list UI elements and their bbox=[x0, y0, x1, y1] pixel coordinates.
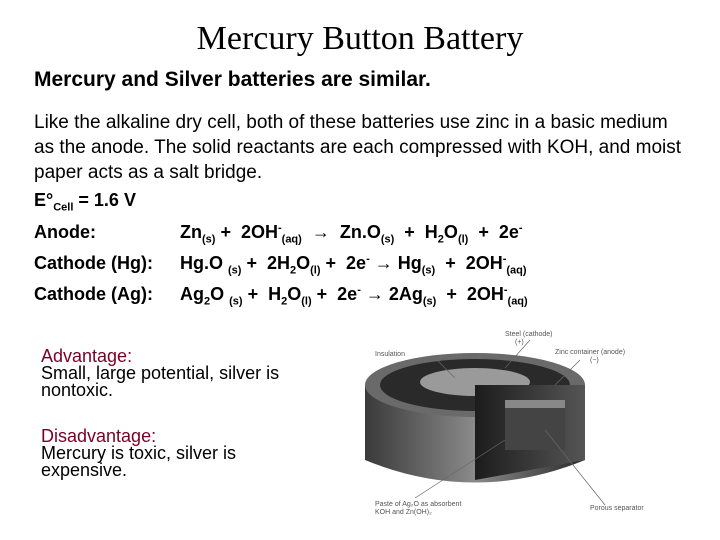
anode-equation: Anode: $Zn_{(s)} + 2OH^-_{(aq)} \to Zn.O_{(s)} + H_2O_{(l)} + 2e^-$ bbox=[34, 222, 523, 246]
advantage-title: Advantage: bbox=[41, 346, 133, 366]
anode-label: Anode: bbox=[34, 222, 96, 242]
advantage-block bbox=[41, 348, 291, 399]
subtitle: Mercury and Silver batteries are similar. bbox=[34, 68, 431, 91]
label-steel-sign: (+) bbox=[515, 339, 524, 346]
cathode-hg-equation: Cathode (Hg): Hg.O $_{(s)} + 2H_2O_{(l)} + 2e^- \to Hg_{(s)} + 2OH^-_{(aq)}$ bbox=[34, 253, 527, 277]
description-paragraph: Like the alkaline dry cell, both of these batteries use zinc in a basic medium as the anode. The solid reactants are each compressed with KOH, and moist paper acts as a salt bridge. bbox=[34, 112, 682, 183]
ecell-sub: Cell bbox=[53, 201, 74, 214]
ecell-label: E° bbox=[34, 190, 54, 210]
ecell-line bbox=[34, 190, 136, 214]
cathode-hg-label: Cathode (Hg): bbox=[34, 253, 153, 273]
cutaway-separator bbox=[505, 400, 565, 408]
cathode-ag-label: Cathode (Ag): bbox=[34, 284, 153, 304]
battery-cutaway-figure bbox=[355, 330, 685, 535]
disadvantage-block bbox=[41, 428, 271, 479]
label-paste-1: Paste of Ag₂O as absorbent bbox=[375, 501, 462, 508]
cathode-ag-equation: Cathode (Ag): $Ag_2O$ $_{(s)} + H_2O_{(l)} + 2e^- \to 2Ag_{(s)} + 2OH^-_{(aq)}$ bbox=[34, 284, 528, 308]
label-paste-2: KOH and Zn(OH)₂ bbox=[375, 509, 432, 516]
disadvantage-text: Mercury is toxic, silver is expensive. bbox=[41, 443, 237, 480]
label-porous: Porous separator bbox=[590, 505, 644, 512]
label-zinc: Zinc container (anode) bbox=[555, 349, 626, 356]
ecell-value: = 1.6 V bbox=[73, 190, 136, 210]
battery-cutaway-illustration bbox=[355, 330, 685, 535]
advantage-text: Small, large potential, silver is nontoxic. bbox=[41, 363, 280, 400]
disadvantage-title: Disadvantage: bbox=[41, 426, 157, 446]
page-title: Mercury Button Battery bbox=[196, 20, 524, 57]
label-steel: Steel (cathode) bbox=[505, 331, 553, 338]
label-insulation: Insulation bbox=[375, 351, 405, 358]
label-zinc-sign: (−) bbox=[590, 357, 599, 364]
